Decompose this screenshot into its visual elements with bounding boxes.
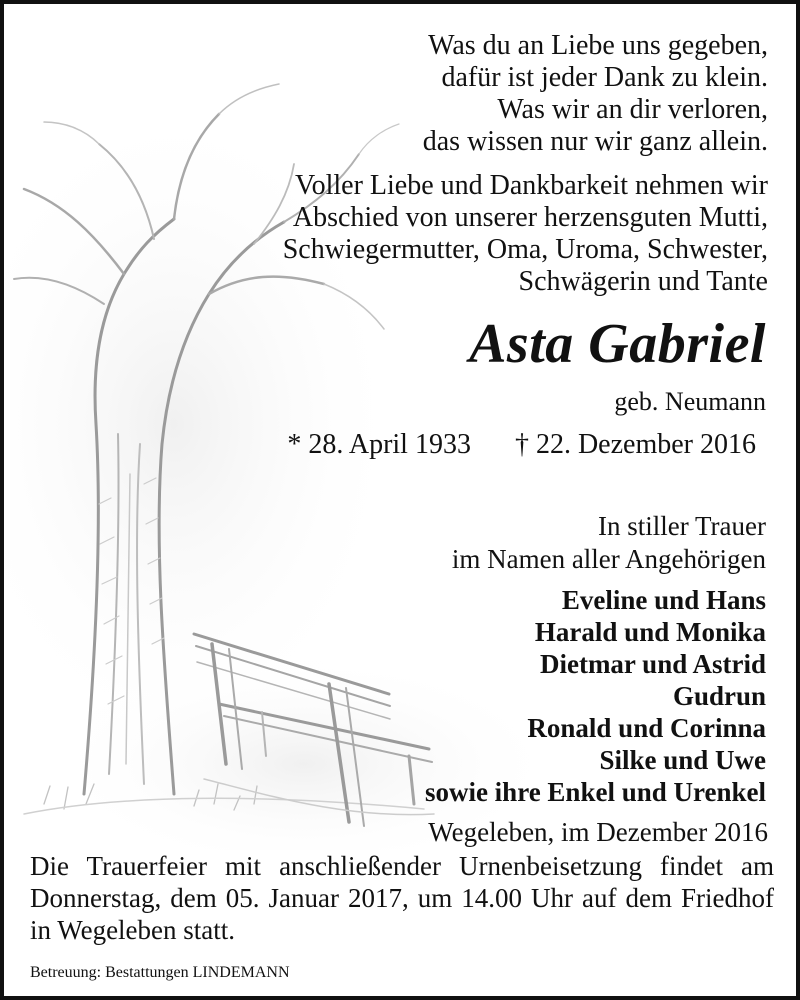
farewell-line: Voller Liebe und Dankbarkeit nehmen wir	[294, 170, 768, 201]
poem-line: dafür ist jeder Dank zu klein.	[441, 62, 768, 93]
mourning-line: In stiller Trauer	[598, 511, 766, 541]
family-member: Gudrun	[672, 681, 766, 711]
birth-name: geb. Neumann	[614, 387, 766, 416]
poem-line: Was du an Liebe uns gegeben,	[428, 30, 768, 61]
farewell-line: Schwägerin und Tante	[518, 266, 768, 297]
poem-line: das wissen nur wir ganz allein.	[422, 126, 768, 157]
birth-date: * 28. April 1933	[287, 429, 471, 460]
funeral-home-credit: Betreuung: Bestattungen LINDEMANN	[30, 964, 290, 981]
family-member: Eveline und Hans	[561, 585, 766, 615]
deceased-name: Asta Gabriel	[469, 313, 766, 375]
mourning-line: im Namen aller Angehörigen	[451, 544, 766, 574]
family-list	[425, 584, 766, 808]
poem-line: Was wir an dir verloren,	[497, 94, 768, 125]
life-dates	[287, 428, 756, 462]
family-member: Dietmar und Astrid	[539, 649, 766, 679]
farewell-text	[283, 170, 768, 298]
memorial-poem	[423, 30, 768, 158]
family-member: Silke und Uwe	[599, 745, 766, 775]
mourning-statement	[452, 510, 766, 576]
family-member: Harald und Monika	[534, 617, 766, 647]
funeral-ceremony-info: Die Trauerfeier mit anschließender Urnenbeisetzung findet am Donnerstag, dem 05. Januar 2017, um 14.00 Uhr auf dem Friedhof in Wegeleben statt.	[30, 851, 774, 945]
family-member: sowie ihre Enkel und Urenkel	[424, 777, 766, 807]
family-member: Ronald und Corinna	[527, 713, 766, 743]
farewell-line: Abschied von unserer herzensguten Mutti,	[292, 202, 768, 233]
death-date: † 22. Dezember 2016	[514, 429, 756, 460]
place-and-date: Wegeleben, im Dezember 2016	[428, 817, 768, 847]
farewell-line: Schwiegermutter, Oma, Uroma, Schwester,	[282, 234, 768, 265]
